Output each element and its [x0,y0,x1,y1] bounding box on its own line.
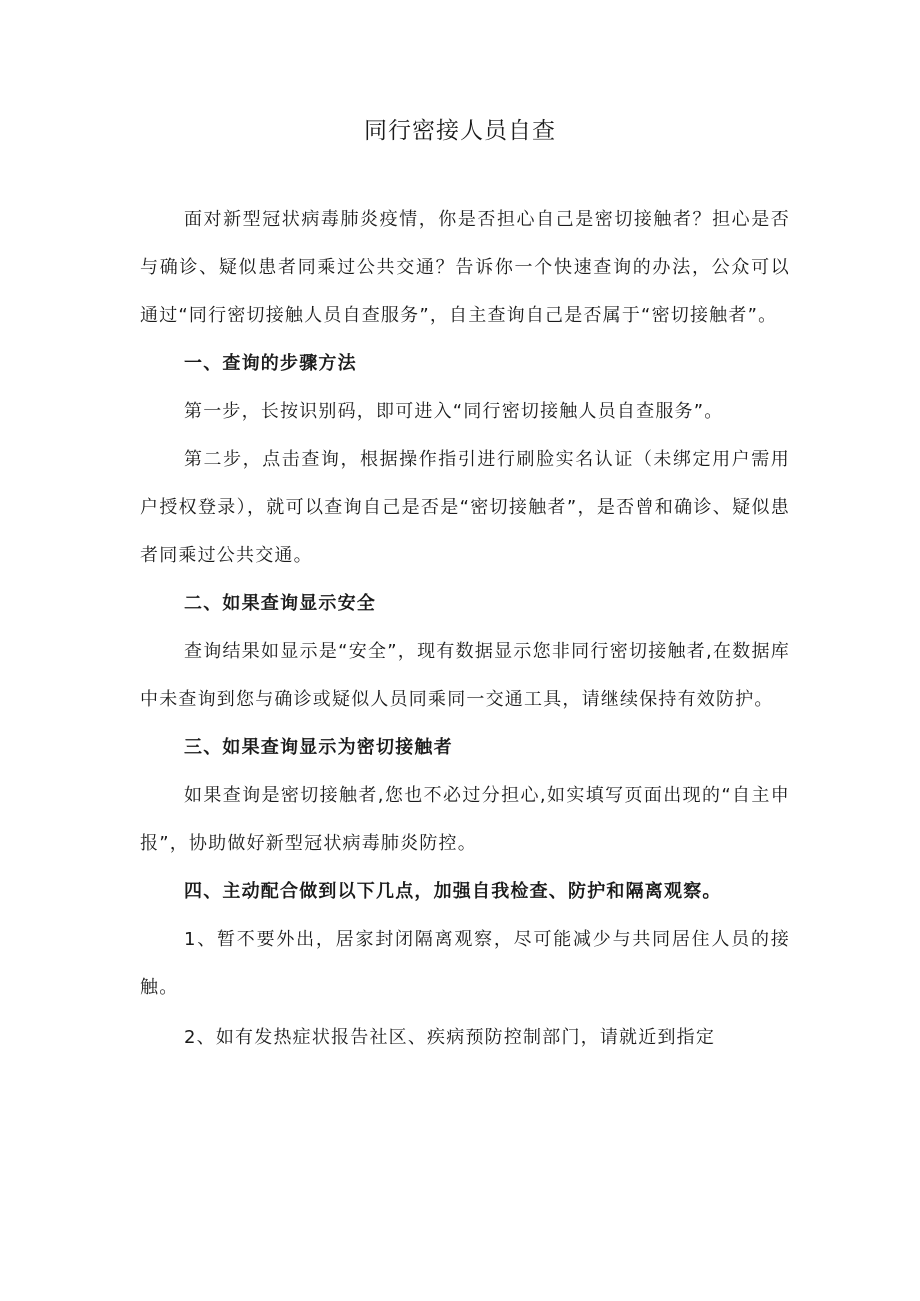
cooperation-item-2: 2、如有发热症状报告社区、疾病预防控制部门，请就近到指定 [184,1027,716,1048]
safe-result-paragraph: 查询结果如显示是“安全”，现有数据显示您非同行密切接触者,在数据库中未查询到您与确诊或疑似人员同乘同一交通工具，请继续保持有效防护。 [140,641,790,710]
document-title: 同行密接人员自查 [364,118,556,144]
cooperation-item-1: 1、暂不要外出，居家封闭隔离观察，尽可能减少与共同居住人员的接触。 [140,929,790,998]
close-contact-paragraph: 如果查询是密切接触者,您也不必过分担心,如实填写页面出现的“自主申报”，协助做好新型冠状病毒肺炎防控。 [140,785,790,854]
section-heading-query-steps: 一、查询的步骤方法 [184,353,357,374]
step-two-paragraph: 第二步，点击查询，根据操作指引进行刷脸实名认证（未绑定用户需用户授权登录），就可以查询自己是否是“密切接触者”，是否曾和确诊、疑似患者同乘过公共交通。 [140,449,790,566]
step-one-paragraph: 第一步，长按识别码，即可进入“同行密切接触人员自查服务”。 [184,401,724,422]
document-body [140,196,790,1062]
section-heading-cooperation: 四、主动配合做到以下几点，加强自我检查、防护和隔离观察。 [184,881,722,902]
intro-paragraph: 面对新型冠状病毒肺炎疫情，你是否担心自己是密切接触者？担心是否与确诊、疑似患者同乘过公共交通？告诉你一个快速查询的办法，公众可以通过“同行密切接触人员自查服务”，自主查询自己是否属于“密切接触者”。 [140,209,790,326]
section-heading-safe-result: 二、如果查询显示安全 [184,593,376,614]
section-heading-close-contact: 三、如果查询显示为密切接触者 [184,737,453,758]
